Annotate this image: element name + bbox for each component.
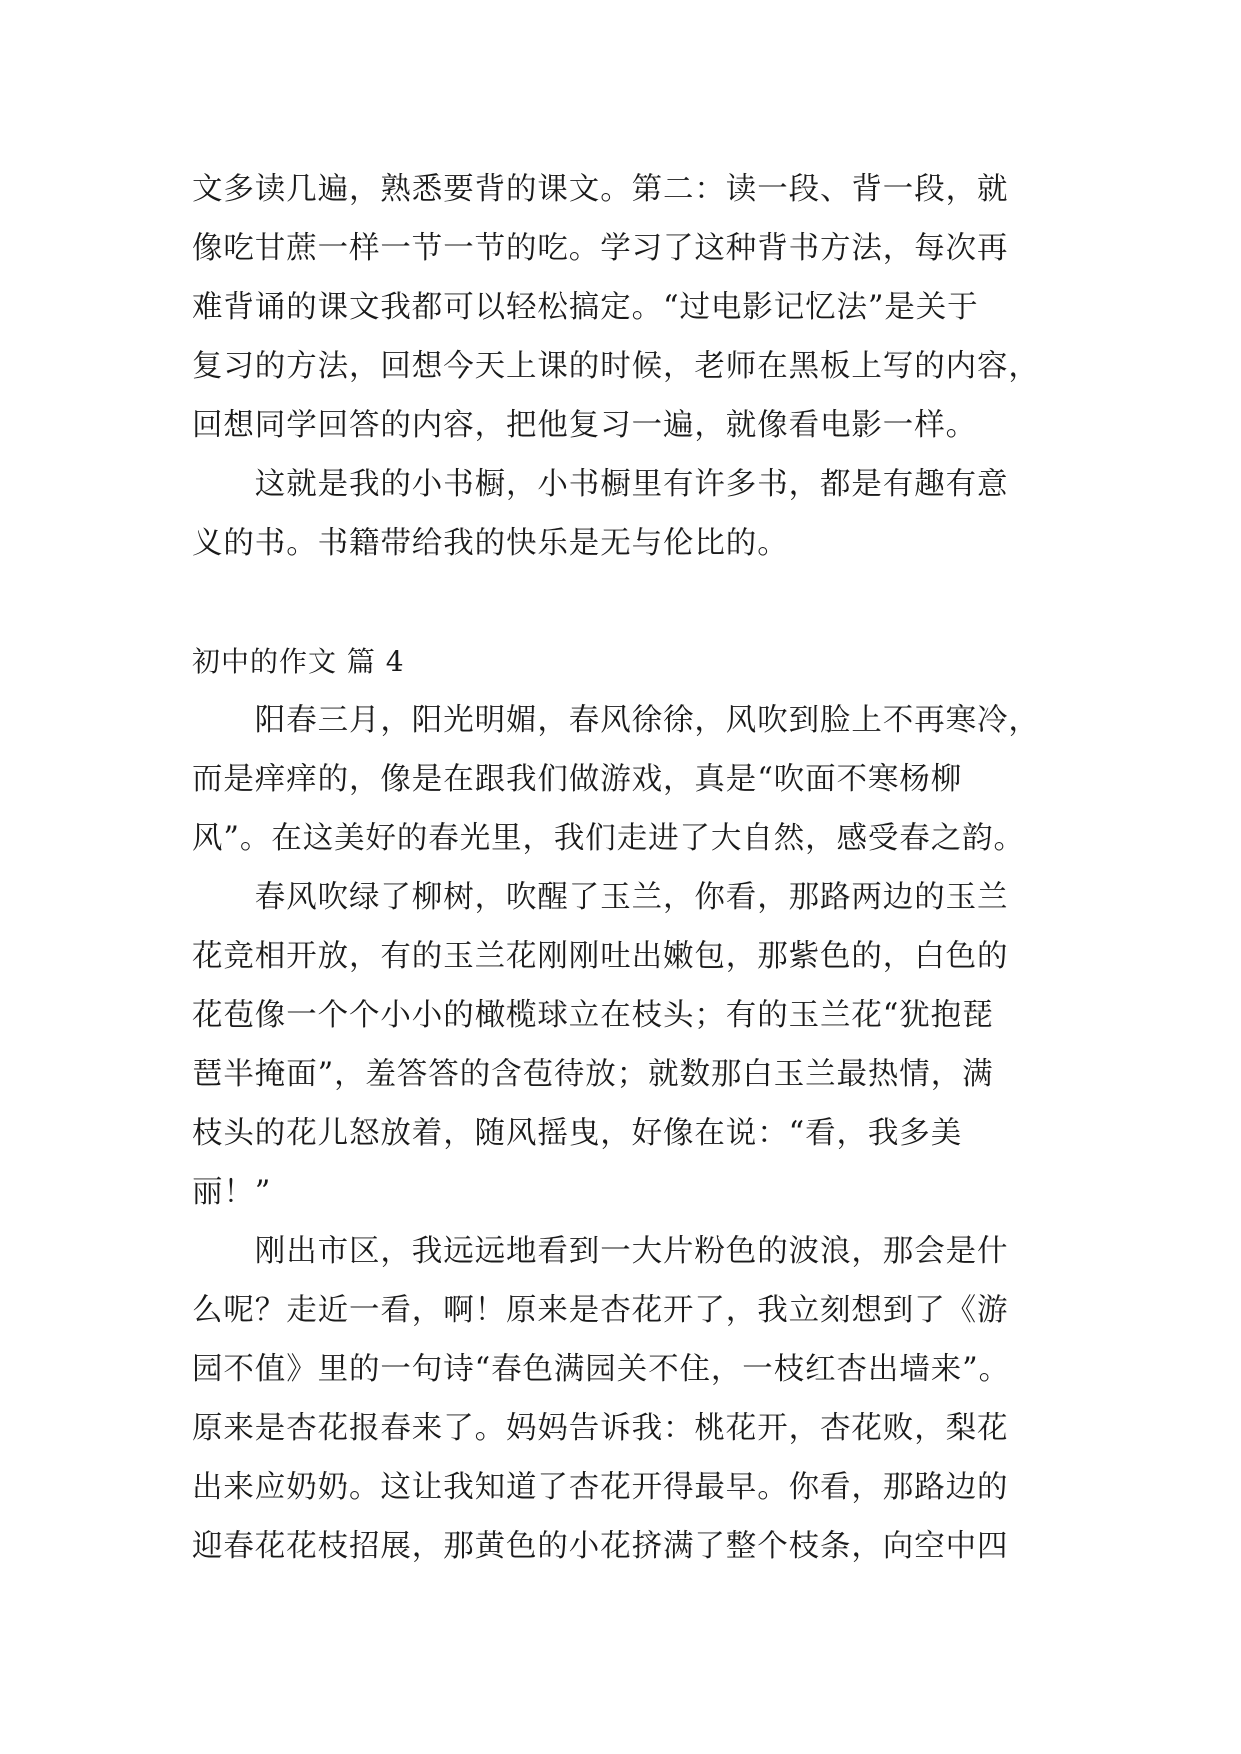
text-line: 刚出市区，我远远地看到一大片粉色的波浪，那会是什: [192, 1234, 1009, 1269]
text-line: 丽！”: [192, 1175, 272, 1210]
text-line: 文多读几遍，熟悉要背的课文。第二：读一段、背一段，就: [192, 172, 1009, 207]
text-column: [192, 160, 1064, 1576]
text-line: 琶半掩面”，羞答答的含苞待放；就数那白玉兰最热情，满: [192, 1057, 994, 1092]
section-gap: [192, 573, 1064, 632]
text-line: 风”。在这美好的春光里，我们走进了大自然，感受春之韵。: [192, 821, 1025, 856]
text-line: 这就是我的小书橱，小书橱里有许多书，都是有趣有意: [192, 467, 1009, 502]
text-line: 复习的方法，回想今天上课的时候，老师在黑板上写的内容，: [192, 349, 1040, 384]
text-line: 回想同学回答的内容，把他复习一遍，就像看电影一样。: [192, 408, 977, 443]
text-line: 枝头的花儿怒放着，随风摇曳，好像在说：“看，我多美: [192, 1116, 963, 1151]
text-line: 园不值》里的一句诗“春色满园关不住，一枝红杏出墙来”。: [192, 1352, 1010, 1387]
text-line: 花竞相开放，有的玉兰花刚刚吐出嫩包，那紫色的，白色的: [192, 939, 1009, 974]
text-line: 迎春花花枝招展，那黄色的小花挤满了整个枝条，向空中四: [192, 1529, 1009, 1564]
text-line: 原来是杏花报春来了。妈妈告诉我：桃花开，杏花败，梨花: [192, 1411, 1009, 1446]
section-heading: 初中的作文 篇 4: [192, 645, 405, 678]
text-line: 阳春三月，阳光明媚，春风徐徐，风吹到脸上不再寒冷，: [192, 703, 1040, 738]
text-line: 像吃甘蔗一样一节一节的吃。学习了这种背书方法，每次再: [192, 231, 1009, 266]
text-line: 花苞像一个个小小的橄榄球立在枝头；有的玉兰花“犹抱琵: [192, 998, 994, 1033]
text-line: 义的书。书籍带给我的快乐是无与伦比的。: [192, 526, 789, 561]
text-line: 难背诵的课文我都可以轻松搞定。“过电影记忆法”是关于: [192, 290, 979, 325]
text-line: 春风吹绿了柳树，吹醒了玉兰，你看，那路两边的玉兰: [192, 880, 1009, 915]
text-line: 而是痒痒的，像是在跟我们做游戏，真是“吹面不寒杨柳: [192, 762, 963, 797]
text-line: 出来应奶奶。这让我知道了杏花开得最早。你看，那路边的: [192, 1470, 1009, 1505]
text-line: 么呢？走近一看，啊！原来是杏花开了，我立刻想到了《游: [192, 1293, 1009, 1328]
